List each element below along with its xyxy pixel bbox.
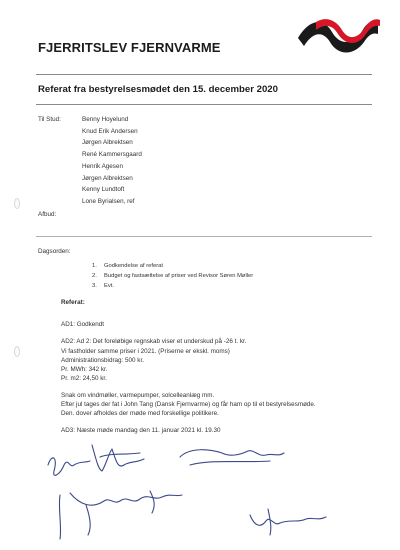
agenda-text: Budget og fastsættelse af priser ved Revisor Søren Møller <box>104 273 254 279</box>
attendee: René Kammersgaard <box>82 151 142 159</box>
minutes-misc-line: Den. dover afholdes der møde med forskellige politikere. <box>61 410 219 417</box>
agenda-item <box>92 263 163 269</box>
minutes-ad2-line: Pr. m2: 24,50 kr. <box>61 375 107 382</box>
document-title: Referat fra bestyrelsesmødet den 15. december 2020 <box>38 84 278 95</box>
minutes-label: Referat: <box>61 299 85 306</box>
minutes-ad2-line: Pr. MWh: 342 kr. <box>61 366 108 373</box>
agenda-number: 2. <box>92 273 97 279</box>
agenda-item <box>92 273 253 279</box>
minutes-ad2-line: Vi fastholder samme priser i 2021. (Priserne er ekskl. moms) <box>61 348 230 355</box>
agenda-text: Evt. <box>104 283 114 289</box>
attendee: Jørgen Albrektsen <box>82 139 133 147</box>
attendee: Jørgen Albrektsen <box>82 174 133 182</box>
agenda-number: 1. <box>92 263 97 269</box>
agenda-text: Godkendelse af referat <box>104 263 163 269</box>
minutes-misc-line: Efter jul tages der fat i John Tang (Dansk Fjernvarme) og får ham op til et bestyrelsesmøde. <box>61 401 316 408</box>
present-label: Til Stud: <box>38 116 61 123</box>
board-signatures <box>40 435 370 545</box>
agenda-label: Dagsorden: <box>38 248 71 255</box>
attendee: Knud Erik Andersen <box>82 127 138 135</box>
agenda-number: 3. <box>92 283 97 289</box>
minutes-ad2-line: Administrationsbidrag: 500 kr. <box>61 357 144 364</box>
punch-hole <box>14 198 20 209</box>
absent-label: Afbud: <box>38 211 57 218</box>
agenda-item <box>92 283 114 289</box>
attendee: Benny Hoyelund <box>82 116 129 123</box>
title-rule <box>36 104 372 105</box>
attendee: Kenny Lundtoft <box>82 186 125 194</box>
attendee: Henrik Agesen <box>82 162 123 170</box>
absent-rule <box>36 236 372 237</box>
minutes-misc-line: Snak om vindmøller, varmepumper, solcelleanlæg mm. <box>61 392 215 399</box>
header-rule <box>36 74 372 75</box>
company-logo <box>296 16 380 56</box>
attendee: Lone Byrialsen, ref <box>82 197 135 205</box>
company-name: FJERRITSLEV FJERNVARME <box>38 40 221 55</box>
minutes-ad3: AD3: Næste møde mandag den 11. januar 2021 kl. 19.30 <box>61 427 221 434</box>
minutes-ad1: AD1: Godkendt <box>61 321 105 328</box>
punch-hole <box>14 346 20 357</box>
minutes-ad2-line: AD2: Ad 2: Det foreløbige regnskab viser et underskud på -26 t. kr. <box>61 338 247 345</box>
